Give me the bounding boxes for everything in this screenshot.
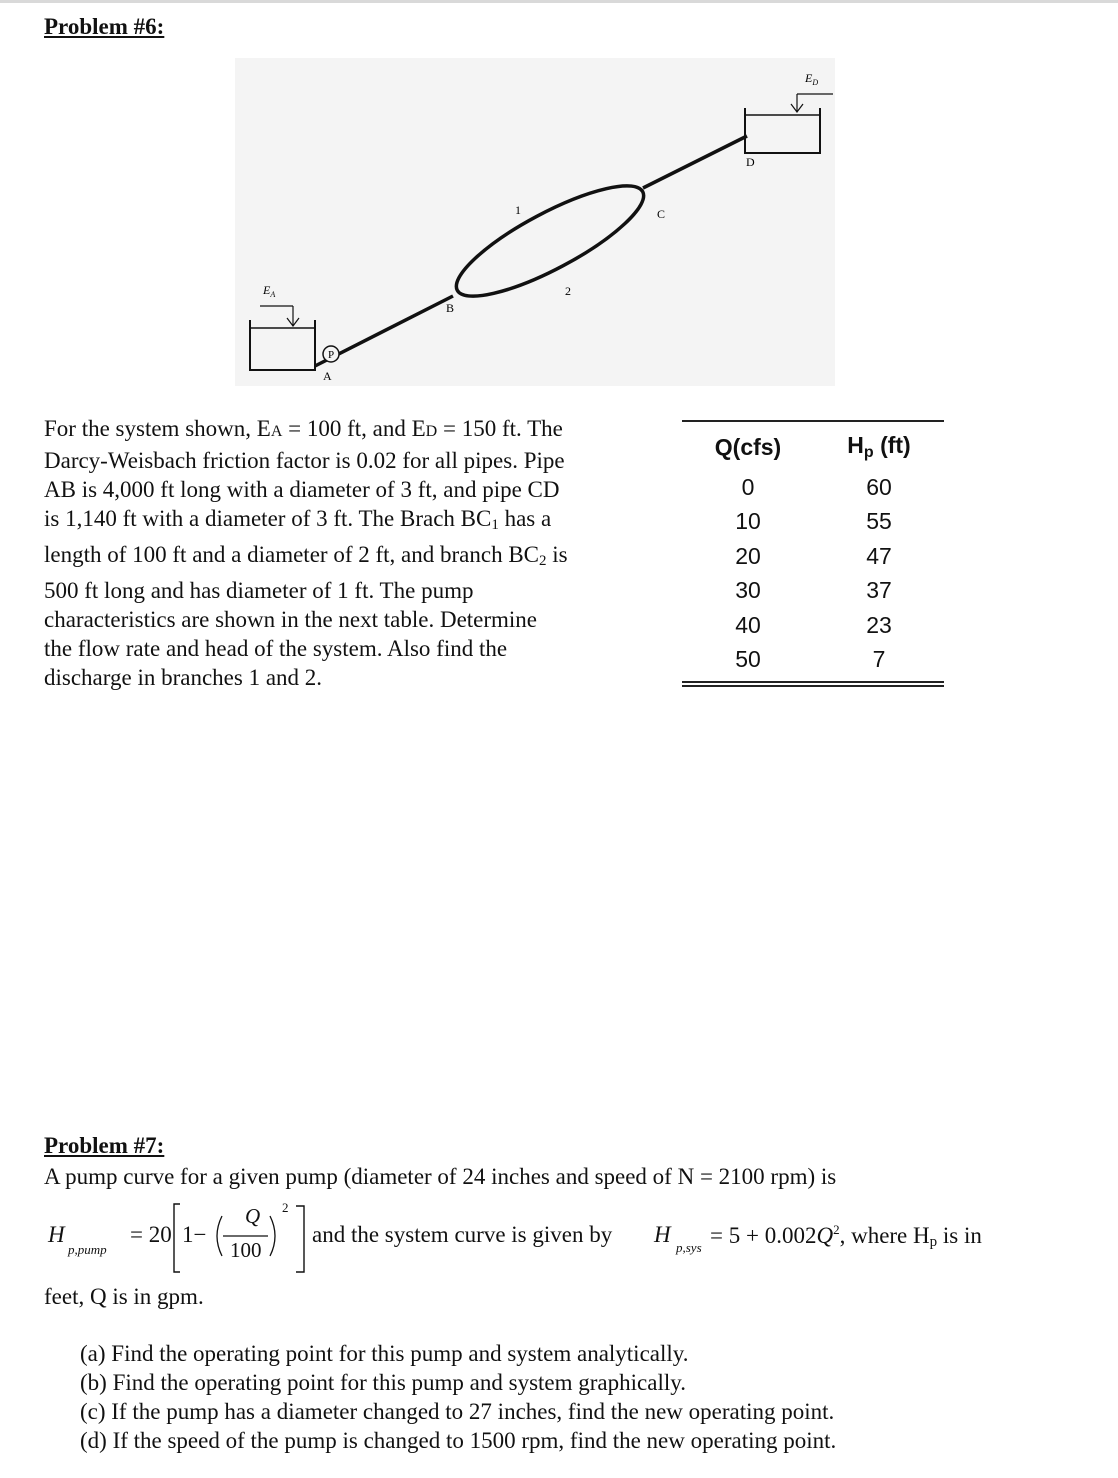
cell-h: 60 (866, 473, 892, 500)
p6-line: 500 ft long and has diameter of 1 ft. The pump (44, 578, 474, 603)
table-bottom-rule-2 (682, 685, 944, 687)
p6-line: Darcy-Weisbach friction factor is 0.02 for all pipes. Pipe (44, 448, 565, 473)
table-row (682, 643, 944, 678)
p6-line: the flow rate and head of the system. Also find the (44, 636, 508, 661)
problem-7-heading: Problem #7: (44, 1133, 165, 1158)
cell-q: 0 (741, 473, 755, 500)
cell-h: 47 (866, 542, 892, 569)
formula-one-minus: 1− (182, 1222, 207, 1247)
label-ea: $E_A$ (263, 283, 276, 299)
label-c: C (657, 207, 666, 221)
table-row (682, 608, 944, 643)
formula-denominator: 100 (230, 1238, 262, 1262)
table-row (682, 505, 944, 540)
cell-q: 30 (735, 577, 761, 604)
top-border (0, 0, 1118, 3)
table-row (682, 470, 944, 505)
table-bottom-rule (682, 681, 944, 683)
cell-q: 10 (735, 508, 761, 535)
cell-q: 20 (735, 542, 761, 569)
problem-7-part-d: (d) If the speed of the pump is changed to 1500 rpm, find the new operating point. (80, 1428, 837, 1453)
pump-characteristics-table (682, 420, 944, 687)
label-branch-2: 2 (565, 284, 571, 298)
cell-q: 40 (735, 611, 761, 638)
table-row (682, 539, 944, 574)
label-a: A (323, 369, 332, 383)
formula-h-sys: H (654, 1222, 671, 1247)
label-pump: P (327, 349, 335, 361)
formula-exponent: 2 (282, 1200, 289, 1215)
formula-h: H (48, 1222, 65, 1247)
label-branch-1: 1 (515, 203, 521, 217)
p6-line: characteristics are shown in the next table. Determine (44, 607, 538, 632)
cell-h: 55 (866, 508, 892, 535)
p6-line: For the system shown, EA = 100 ft, and ED = 150 ft. The (44, 416, 563, 441)
cell-h: 7 (872, 646, 886, 673)
formula-mid-text: and the system curve is given by (312, 1222, 613, 1247)
p6-line: discharge in branches 1 and 2. (44, 665, 323, 690)
cell-h: 37 (866, 577, 892, 604)
table-header-row (682, 422, 944, 470)
label-b: B (446, 301, 455, 315)
problem-7-part-a: (a) Find the operating point for this pump and system analytically. (80, 1341, 689, 1366)
problem-7-part-c: (c) If the pump has a diameter changed to 27 inches, find the new operating point. (80, 1399, 835, 1424)
formula-pump-sub: p,pump (68, 1242, 107, 1257)
pipe-system-diagram (235, 58, 835, 386)
problem-7-intro: A pump curve for a given pump (diameter of 24 inches and speed of N = 2100 rpm) is (44, 1164, 837, 1189)
formula-sys-eq: = $5 + 0.002Q^2$, where $H_p$ is in (710, 1222, 982, 1250)
formula-q: Q (245, 1204, 261, 1228)
formula-eq-20: = 20 (130, 1222, 172, 1247)
problem-7-units: feet, Q is in gpm. (44, 1284, 204, 1309)
cell-q: 50 (735, 646, 761, 673)
formula-sys-sub: p,sys (676, 1240, 702, 1255)
header-hp: Hp (ft) (847, 432, 911, 461)
p6-line: AB is 4,000 ft long with a diameter of 3 ft, and pipe CD (44, 477, 560, 502)
problem-6-text (44, 414, 624, 692)
label-d: D (746, 155, 755, 169)
problem-6-heading: Problem #6: (44, 14, 165, 39)
pump-curve-formula (44, 1200, 1104, 1280)
p6-line: length of 100 ft and a diameter of 2 ft, and branch $BC_2$ is (44, 542, 568, 569)
p6-line: is 1,140 ft with a diameter of 3 ft. The Brach $BC_1$ has a (44, 506, 552, 533)
cell-h: 23 (866, 611, 892, 638)
header-q: Q(cfs) (714, 433, 782, 460)
table-row (682, 574, 944, 609)
label-ed: $E_D$ (805, 71, 819, 87)
problem-7-part-b: (b) Find the operating point for this pump and system graphically. (80, 1370, 686, 1395)
